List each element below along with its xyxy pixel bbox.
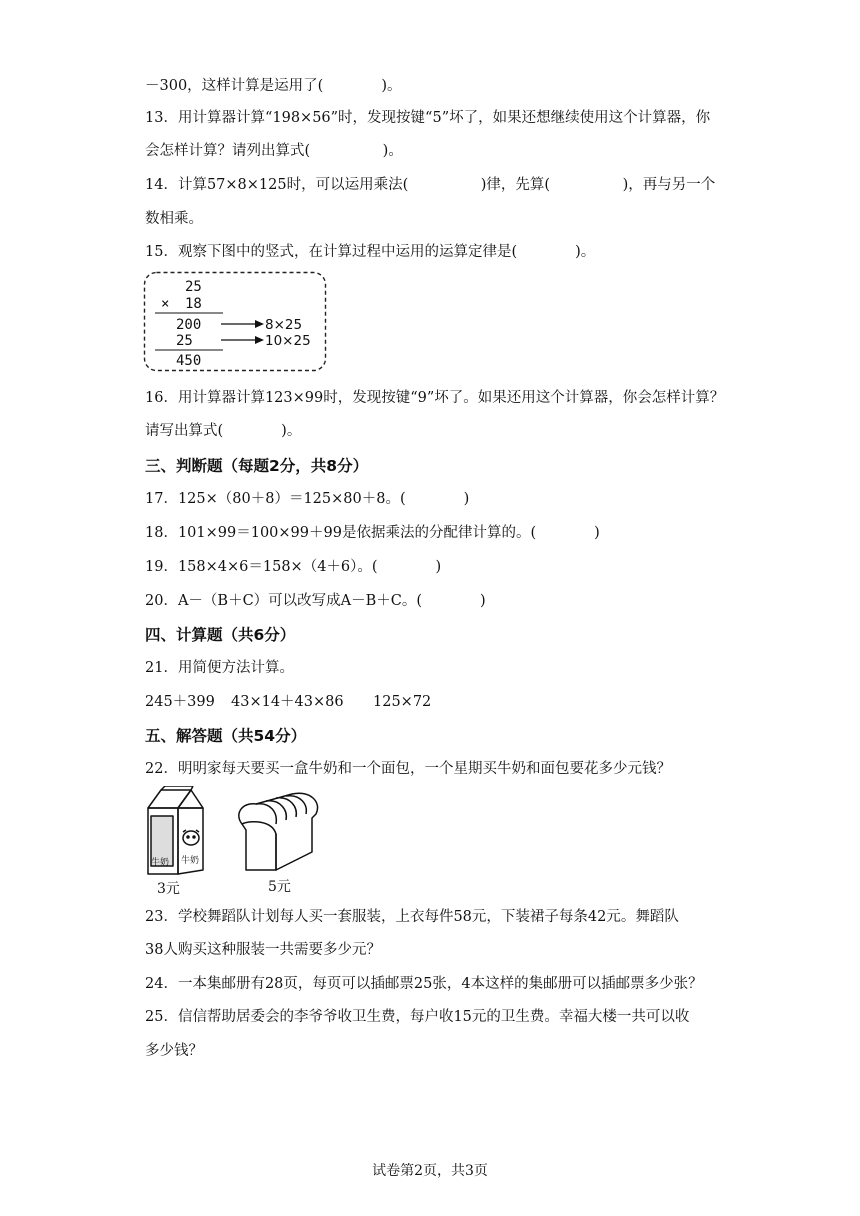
vertical-multiplication-figure	[143, 271, 329, 373]
expression-2: 43×14＋43×86	[231, 694, 344, 710]
q13-line1: 13．用计算器计算“198×56”时，发现按键“5”坏了，如果还想继续使用这个计算器，你	[145, 110, 711, 126]
milk-price: 3元	[157, 881, 180, 897]
partial-product-1: 200	[176, 317, 202, 333]
q25-line2: 多少钱？	[145, 1043, 203, 1059]
section-5-heading: 五、解答题（共54分）	[145, 727, 307, 745]
q12-continuation: －300，这样计算是运用了( )。	[145, 78, 402, 94]
partial-product-2: 25	[176, 333, 193, 349]
section-4-heading: 四、计算题（共6分）	[145, 626, 296, 644]
final-product: 450	[176, 353, 202, 369]
milk-label-right: 牛奶	[181, 856, 200, 866]
q17-text: 17．125×（80＋8）＝125×80＋8。( )	[145, 491, 470, 507]
q19-text: 19．158×4×6＝158×（4＋6）。( )	[145, 559, 442, 575]
q20-text: 20．A－（B＋C）可以改写成A－B＋C。( )	[145, 593, 486, 609]
page-footer: 试卷第2页，共3页	[372, 1163, 488, 1179]
milk-label-left: 牛奶	[151, 858, 170, 868]
q15-text: 15．观察下图中的竖式，在计算过程中运用的运算定律是( )。	[145, 244, 596, 260]
q21-text: 21．用简便方法计算。	[145, 660, 294, 676]
q25-line1: 25．信信帮助居委会的李爷爷收卫生费，每户收15元的卫生费。幸福大楼一共可以收	[145, 1009, 690, 1025]
multiplier: 18	[185, 296, 202, 312]
milk-carton-image	[143, 786, 209, 876]
q23-line1: 23．学校舞蹈队计划每人买一套服装，上衣每件58元，下装裙子每条42元。舞蹈队	[145, 909, 679, 925]
q22-text: 22．明明家每天要买一盒牛奶和一个面包，一个星期买牛奶和面包要花多少元钱？	[145, 761, 671, 777]
q23-line2: 38人购买这种服装一共需要多少元？	[145, 942, 381, 958]
q13-line2: 会怎样计算？请列出算式( )。	[145, 143, 403, 159]
q24-text: 24．一本集邮册有28页，每页可以插邮票25张，4本这样的集邮册可以插邮票多少张？	[145, 976, 703, 992]
annotation-1: 8×25	[265, 317, 303, 333]
expression-1: 245＋399	[145, 694, 215, 710]
q14-line2: 数相乘。	[145, 211, 203, 227]
section-3-heading: 三、判断题（每题2分，共8分）	[145, 457, 369, 475]
annotation-2: 10×25	[265, 333, 311, 349]
q16-line1: 16．用计算器计算123×99时，发现按键“9”坏了。如果还用这个计算器，你会怎样计算？	[145, 390, 725, 406]
q21-expressions	[145, 692, 431, 712]
bread-loaf-image	[232, 790, 324, 874]
multiplicand: 25	[185, 279, 202, 295]
q18-text: 18．101×99＝100×99＋99是依据乘法的分配律计算的。( )	[145, 525, 600, 541]
q16-line2: 请写出算式( )。	[145, 423, 302, 439]
expression-3: 125×72	[373, 694, 432, 710]
bread-price: 5元	[268, 879, 291, 895]
times-sign: ×	[161, 296, 170, 312]
q14-line1: 14．计算57×8×125时，可以运用乘法( )律，先算( )，再与另一个	[145, 177, 716, 193]
